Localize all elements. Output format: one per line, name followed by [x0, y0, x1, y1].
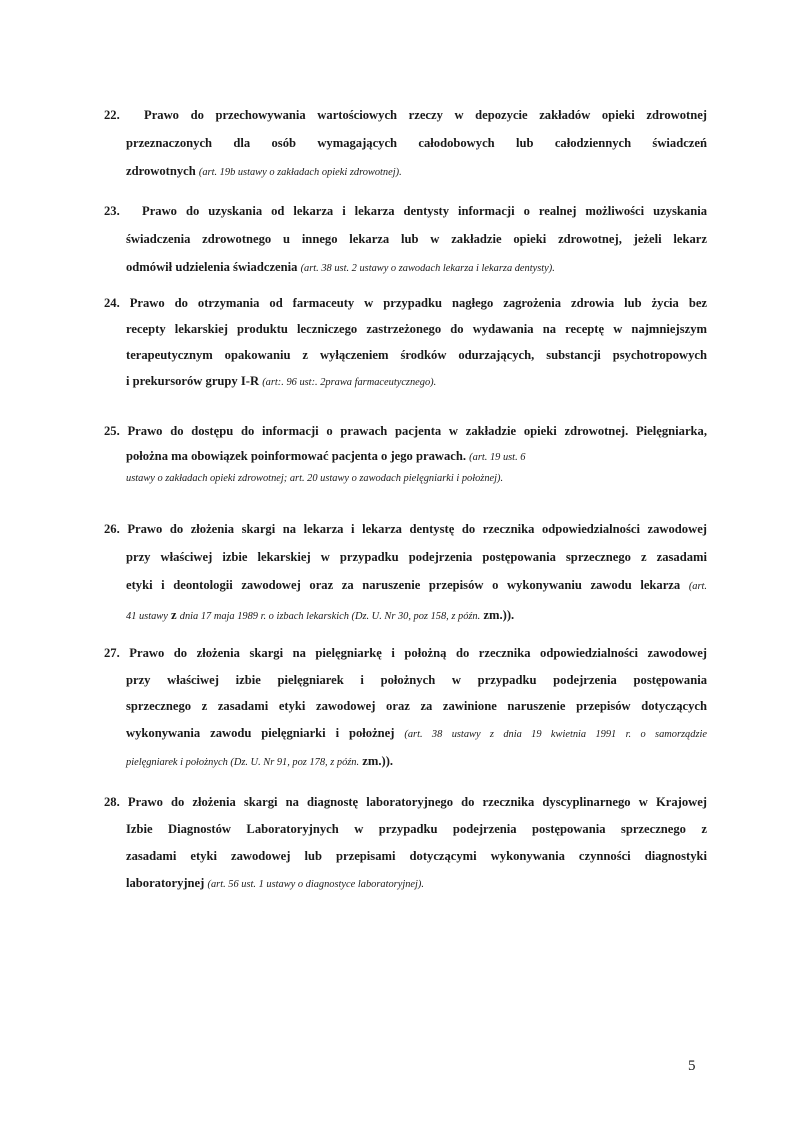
item-line: sprzecznego z zasadami etyki zawodowej oraz za zawinione naruszenie przepisów dotyczących	[126, 699, 707, 713]
item-line	[104, 290, 707, 316]
item-line	[104, 197, 707, 225]
legal-citation: (art:. 96 ust:. 2prawa farmaceutycznego).	[262, 377, 437, 388]
list-item-27	[104, 640, 707, 777]
legal-citation: dnia 17 maja 1989 r. o izbach lekarskich (Dz. U. Nr 30, poz 158, z późn.	[179, 611, 481, 622]
item-line	[104, 419, 707, 444]
item-line: recepty lekarskiej produktu leczniczego zastrzeżonego do wydawania na receptę w najmniejszym	[126, 322, 707, 336]
item-text: odmówił udzielenia świadczenia	[126, 260, 298, 274]
item-line: terapeutycznym opakowaniu z wyłączeniem środków odurzających, substancji psychotropowych	[126, 348, 707, 362]
item-line	[104, 444, 707, 470]
item-text: Prawo do przechowywania wartościowych rzeczy w depozycie zakładów opieki zdrowotnej	[144, 108, 707, 122]
legal-citation: (art. 19b ustawy o zakładach opieki zdrowotnej).	[198, 167, 402, 178]
item-number: 24.	[104, 296, 120, 310]
item-number: 27.	[104, 646, 120, 660]
legal-citation: (art. 56 ust. 1 ustawy o diagnostyce laboratoryjnej).	[207, 879, 424, 890]
item-line: świadczenia zdrowotnego u innego lekarza lub w zakładzie opieki zdrowotnej, jeżeli lekarz	[126, 232, 707, 246]
legal-citation: pielęgniarek i położnych (Dz. U. Nr 91, poz 178, z późn.	[126, 757, 360, 768]
item-number: 23.	[104, 204, 120, 218]
item-text: etyki i deontologii zawodowej oraz za naruszenie przepisów o wykonywaniu zawodu lekarza	[126, 578, 681, 592]
item-text: Prawo do otrzymania od farmaceuty w przypadku nagłego zagrożenia zdrowia lub życia bez	[129, 296, 708, 310]
item-text: laboratoryjnej	[126, 876, 205, 890]
legal-citation: ustawy o zakładach opieki zdrowotnej; art. 20 ustawy o zawodach pielęgniarki i położnej).	[126, 473, 504, 484]
item-text: wykonywania zawodu pielęgniarki i położnej	[126, 725, 395, 740]
item-line	[104, 101, 707, 129]
item-line: przy właściwej izbie lekarskiej w przypadku podejrzenia postępowania sprzecznego z zasadami	[126, 550, 707, 564]
item-line	[104, 157, 707, 187]
item-text: położna ma obowiązek poinformować pacjenta o jego prawach.	[126, 449, 467, 463]
item-text: zdrowotnych	[126, 164, 196, 178]
item-line: przy właściwej izbie pielęgniarek i położnych w przypadku podejrzenia postępowania	[126, 672, 707, 687]
item-text: Prawo do złożenia skargi na lekarza i lekarza dentystę do rzecznika odpowiedzialności zawodowej	[127, 522, 707, 536]
legal-citation: (art. 19 ust. 6	[469, 452, 526, 463]
item-line	[104, 253, 707, 283]
item-text: Prawo do złożenia skargi na pielęgniarkę i położną do rzecznika odpowiedzialności zawodowej	[129, 646, 707, 660]
item-line	[104, 748, 707, 777]
item-text: Prawo do uzyskania od lekarza i lekarza dentysty informacji o realnej możliwości uzyskania	[142, 204, 707, 218]
list-item-26	[104, 515, 707, 631]
legal-citation: 41 ustawy	[126, 611, 168, 622]
list-item-25	[104, 419, 707, 488]
item-line	[104, 601, 707, 631]
item-line	[104, 515, 707, 543]
item-number: 28.	[104, 795, 120, 809]
item-line	[104, 870, 707, 898]
item-number: 26.	[104, 522, 120, 536]
item-text: zm.)).	[362, 754, 394, 768]
legal-citation: (art.	[688, 581, 707, 592]
item-line: przeznaczonych dla osób wymagających całodobowych lub całodziennych świadczeń	[126, 136, 707, 150]
item-number: 25.	[104, 424, 120, 438]
item-text: Prawo do dostępu do informacji o prawach pacjenta w zakładzie opieki zdrowotnej. Pielęgniarka,	[127, 424, 707, 438]
item-line	[104, 720, 707, 749]
item-text: Prawo do złożenia skargi na diagnostę laboratoryjnego do rzecznika dyscyplinarnego w Krajowej	[127, 795, 707, 809]
legal-citation: (art. 38 ust. 2 ustawy o zawodach lekarza i lekarza dentysty).	[300, 263, 555, 274]
list-item-23	[104, 197, 707, 283]
item-line	[104, 640, 707, 667]
item-line	[104, 368, 707, 396]
item-line: Izbie Diagnostów Laboratoryjnych w przypadku podejrzenia postępowania sprzecznego z	[126, 822, 707, 836]
list-item-28	[104, 789, 707, 898]
item-line	[104, 789, 707, 816]
item-number: 22.	[104, 108, 120, 122]
item-text: zm.)).	[483, 608, 515, 622]
list-item-22	[104, 101, 707, 187]
list-item-24	[104, 290, 707, 396]
legal-citation: (art. 38 ustawy z dnia 19 kwietnia 1991 r. o samorządzie	[404, 728, 707, 740]
item-text: z	[171, 608, 177, 622]
item-line: zasadami etyki zawodowej lub przepisami dotyczącymi wykonywania czynności diagnostyki	[126, 849, 707, 863]
page-number: 5	[688, 1058, 696, 1074]
item-text: i prekursorów grupy I-R	[126, 374, 260, 388]
item-line	[104, 571, 707, 601]
